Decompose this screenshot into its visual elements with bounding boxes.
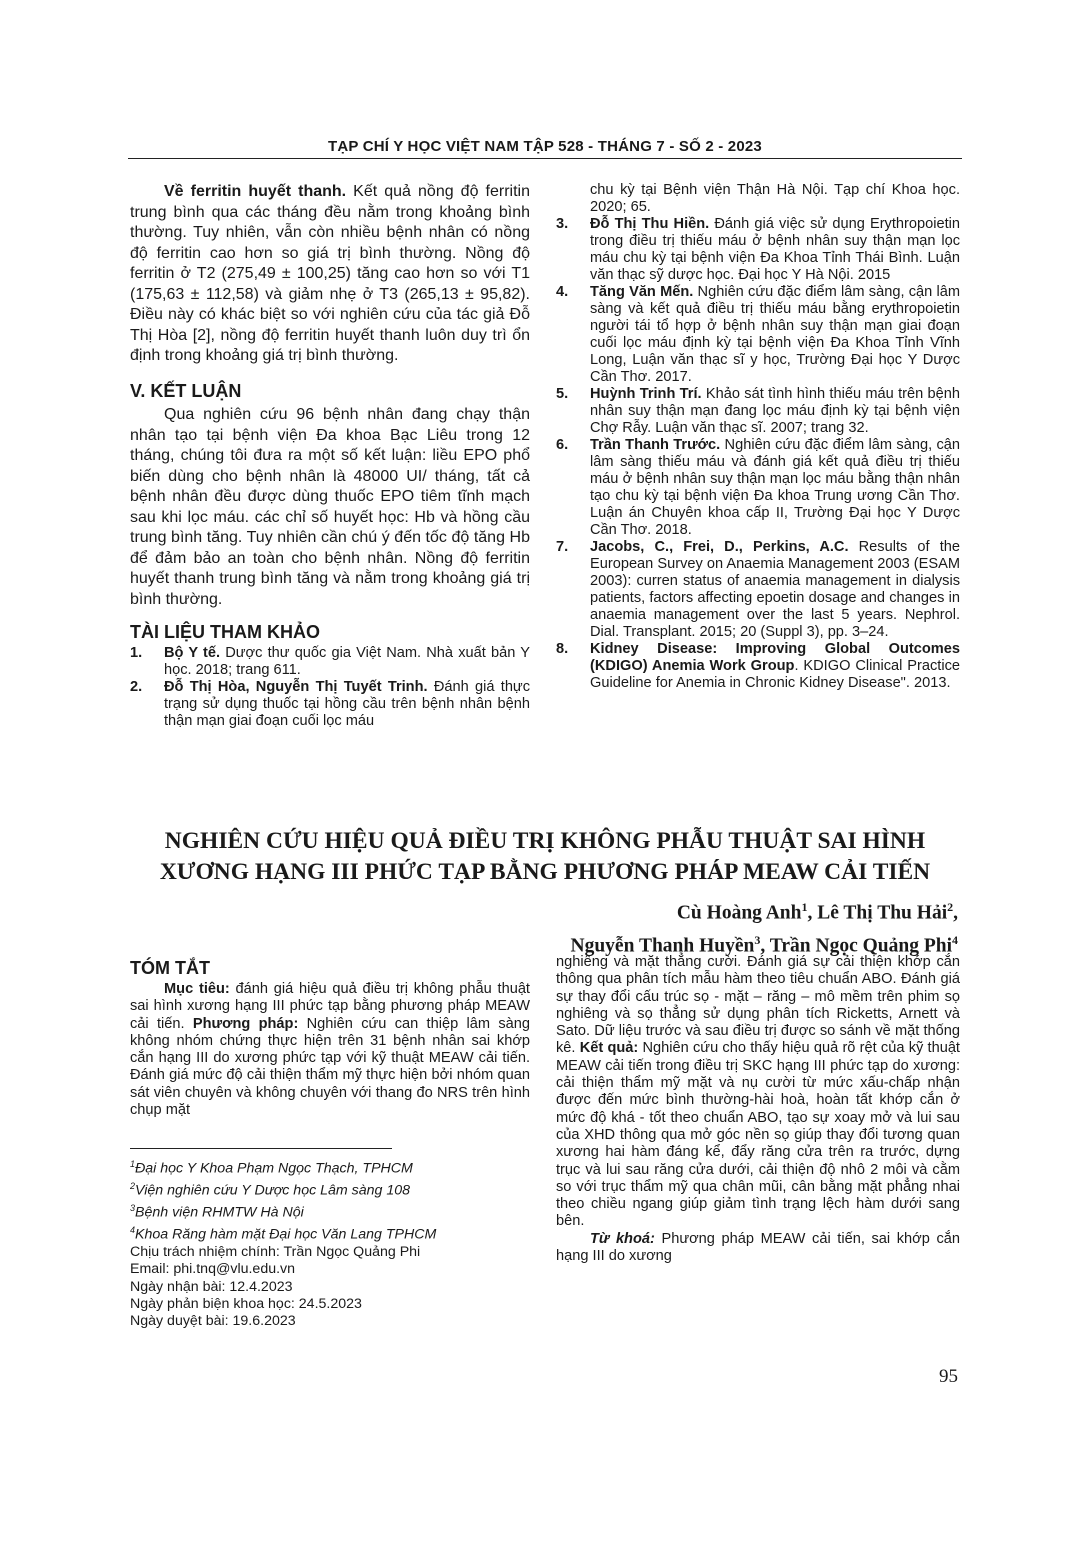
reference-text: . KDIGO Clinical Practice Guideline for Anemia in Chronic Kidney Disease". 2013. [590,658,960,691]
conclusion-text: Qua nghiên cứu 96 bệnh nhân đang chạy thận nhân tạo tại bệnh viện Đa khoa Bạc Liêu trong 12 tháng, chúng tôi đưa ra một số kết luận: liều EPO phổ biến dùng cho bệnh nhân là 48000 UI/ tháng, tất cả bệnh nhân đều được dùng thuốc EPO tiêm tĩnh mạch sau khi lọc máu. các chỉ số huyết học: Hb và hồng cầu trung bình tăng. Tuy nhiên cần chú ý đến tốc độ tăng Hb để đảm bảo an toàn cho bệnh nhân. Nồng độ ferritin huyết thanh trung bình tăng và nằm trong khoảng giá trị bình thường. [130,406,530,608]
reference-number: 6. [556,437,569,453]
affiliation-text: Khoa Răng hàm mặt Đại học Văn Lang TPHCM [135,1226,437,1243]
reference-item [556,539,960,641]
page-number: 95 [939,1366,958,1387]
author-affiliation-mark: 1 [801,900,808,914]
reference-author: Đỗ Thị Thu Hiền. [590,216,710,232]
article-title-line: NGHIÊN CỨU HIỆU QUẢ ĐIỀU TRỊ KHÔNG PHẪU THUẬT SAI HÌNH [164,828,926,854]
references-heading: TÀI LIỆU THAM KHẢO [130,622,320,642]
result-text: Nghiên cứu cho thấy hiệu quả rõ rệt của kỹ thuật MEAW cải tiến trong điều trị SKC hạng III phức tạp do xương: cải thiện thẩm mỹ mặt và nụ cười từ mức xấu-chấp nhận được đến mức bình thường-hài hoà, hoàn tất khớp cắn ở mức độ khá - tốt theo chuẩn ABO, tạo sự xoay mở và lui sau của XHD thông qua mở góc nền sọ giúp thay đổi tương quan xương hai hàm đáng kể, đẩy răng cửa trên ra trước, dựng trục và lui sau răng cửa dưới, cải thiện độ nhô 2 môi và cằm so với trục thẩm mỹ qua chân mũi, cân bằng mặt phẳng nhai theo chiều ngang giúp giảm tình trạng lệch hàm dưới sang bên. [556,1040,960,1230]
article-title-line: XƯƠNG HẠNG III PHỨC TẠP BẰNG PHƯƠNG PHÁP MEAW CẢI TIẾN [159,859,931,885]
reference-item [556,641,960,692]
ferritin-paragraph [130,182,530,367]
affiliation-mark: 1 [130,1159,136,1169]
reference-text: chu kỳ tại Bệnh viện Thận Hà Nội. Tạp chí Khoa học. 2020; 65. [590,182,960,215]
abstract-continued-text: nghiêng và mặt thẳng cười. Đánh giá sự cải thiện khớp cắn thông qua phân tích mẫu hàm theo tiêu chuẩn ABO. Đánh giá sự thay đổi cấu trúc sọ - mặt – răng – mô mềm trên phim sọ nghiêng và sọ thẳng sử dụng phân tích Ricketts, Arnett và Sato. Dữ liệu trước và sau điều trị được so sánh về mặt thống kê. [556,954,960,1057]
keywords-text: Phương pháp MEAW cải tiến, sai khớp cắn hạng III do xương [556,1230,960,1265]
author-line [571,894,959,927]
reference-number: 2. [130,678,143,695]
affiliation-text: Viện nghiên cứu Y Dược học Lâm sàng 108 [135,1182,411,1199]
reference-text: Đánh giá thực trạng sử dụng thuốc tại hồng cầu trên bệnh nhân bệnh thận mạn giai đoạn cuối lọc máu [164,678,530,729]
reference-text: Nghiên cứu đặc điểm lâm sàng, cận lâm sàng thiếu máu và đánh giá kết quả điều trị thiếu máu ở bệnh nhân suy thận mạn lọc máu bằng thận nhân tạo chu kỳ tại bệnh viện Đa khoa Trung ương Cần Thơ. Luận án Chuyên khoa cấp II, Trường Đại học Y Dược Cần Thơ. 2018. [590,437,960,538]
author-separator: , [953,902,958,924]
result-label: Kết quả: [579,1040,639,1057]
author-affiliation-mark: 3 [754,932,761,947]
abstract-paragraph [130,981,530,1119]
accepted-date: Ngày duyệt bài: 19.6.2023 [130,1313,296,1330]
affiliation-line [130,1178,530,1200]
method-text: Nghiên cứu can thiệp lâm sàng không nhóm chứng thực hiện trên 31 bệnh nhân sai khớp cắn hạng III do xương phức tạp với kỹ thuật MEAW cải tiến. Đánh giá mức độ cải thiện thẩm mỹ thực hiện bởi nhóm quan sát viên chuyên và không chuyên với thang đo NRS trên hình chụp mặt [130,1015,530,1119]
author-affiliation-mark: 4 [952,932,958,947]
reference-item [130,679,530,730]
reference-number: 3. [556,216,569,232]
ferritin-heading: Về ferritin huyết thanh. [164,183,347,200]
reference-item [556,284,960,386]
reviewed-date: Ngày phản biện khoa học: 24.5.2023 [130,1296,362,1313]
reference-item [130,645,530,679]
affiliation-text: Đại học Y Khoa Phạm Ngọc Thạch, TPHCM [135,1160,413,1177]
reference-author: Huỳnh Trinh Trí. [590,386,702,402]
email-line: Email: phi.tnq@vlu.edu.vn [130,1261,296,1278]
author-name: Nguyễn Thanh Huyền [570,935,755,956]
affiliation-line [130,1222,530,1244]
received-date: Ngày nhận bài: 12.4.2023 [130,1278,293,1295]
abstract-paragraph [556,954,960,1231]
corresponding-author: Chịu trách nhiệm chính: Trần Ngọc Quảng Phi [130,1244,421,1261]
keywords-label: Từ khoá: [590,1230,655,1247]
reference-author: Trần Thanh Trước. [590,437,721,453]
reference-text: Khảo sát tình hình thiếu máu trên bệnh nhân suy thận mạn đang lọc máu định kỳ tại bệnh viện Chợ Rẫy. Luận văn thạc sĩ. 2007; trang 32. [590,386,960,436]
reference-item [556,386,960,437]
affiliation-text: Bệnh viện RHMTW Hà Nội [135,1204,304,1221]
affiliation-mark: 2 [130,1181,136,1192]
reference-author: Đỗ Thị Hòa, Nguyễn Thị Tuyết Trinh. [164,678,428,695]
aim-text: đánh giá hiệu quả điều trị không phẫu thuật sai hình xương hạng III phức tạp bằng phương pháp MEAW cải tiến. [130,981,530,1032]
left-column [130,182,530,730]
abstract-left [130,958,530,1119]
affiliation-mark: 4 [130,1225,136,1236]
affiliation-line [130,1200,530,1222]
author-list [571,894,959,959]
author-name: Trần Ngọc Quảng Phi [769,935,952,956]
reference-number: 1. [130,644,143,661]
reference-text: Nghiên cứu đặc điểm lâm sàng, cận lâm sàng và kết quả điều trị thiếu máu bằng erythropoietin người tái tổ hợp ở bệnh nhân suy thận mạn giai đoạn cuối lọc máu định kỳ tại bệnh viện Đa Khoa Tỉnh Vĩnh Long, Luận văn thạc sĩ y học, Trường Đại học Y Dược Cần Thơ. 2017. [590,284,960,385]
affiliation-line [130,1156,530,1178]
footnote-rule [130,1148,392,1149]
author-affiliation-mark: 2 [947,900,954,914]
conclusion-heading: V. KẾT LUẬN [130,380,242,401]
reference-author: Tăng Văn Mến. [590,284,694,300]
reference-text: Đánh giá việc sử dụng Erythropoietin trong điều trị thiếu máu ở bệnh nhân suy thận mạn lọc máu chu kỳ tại bệnh viện Đa Khoa Tỉnh Thái Bình. Luận văn thạc sỹ dược học. Đại học Y Hà Nội. 2015 [590,216,960,283]
reference-item [556,216,960,284]
journal-header: TẠP CHÍ Y HỌC VIỆT NAM TẬP 528 - THÁNG 7 - SỐ 2 - 2023 [328,138,762,155]
reference-text: Dược thư quốc gia Việt Nam. Nhà xuất bản Y học. 2018; trang 611. [164,644,530,678]
method-label: Phương pháp: [192,1015,299,1032]
reference-number: 7. [556,539,569,555]
reference-author: Bộ Y tế. [164,644,221,661]
summary-heading: TÓM TẮT [130,958,210,978]
author-separator: , [807,902,818,924]
reference-author: Jacobs, C., Frei, D., Perkins, A.C. [590,539,849,555]
header-rule [128,158,962,159]
reference-continued [556,182,960,216]
article-title [130,826,960,888]
author-separator: , [760,935,770,956]
reference-number: 5. [556,386,569,402]
reference-number: 8. [556,641,569,657]
author-name: Cù Hoàng Anh [676,902,802,924]
reference-author: Kidney Disease: Improving Global Outcomes (KDIGO) Anemia Work Group [590,641,960,674]
keywords-paragraph [556,1231,960,1266]
right-column [556,182,960,692]
reference-number: 4. [556,284,569,300]
author-name: Lê Thị Thu Hải [817,902,948,924]
footnotes [130,1156,530,1331]
abstract-right [556,954,960,1265]
ferritin-text: Kết quả nồng độ ferritin trung bình qua các tháng đều nằm trong khoảng bình thường. Tuy nhiên, vẫn còn nhiều bệnh nhân có nồng độ ferritin cao hơn so giá trị bình thường. Nồng độ ferritin ở T2 (275,49 ± 100,25) tăng cao hơn so với T1 (175,63 ± 112,58) và giảm nhẹ ở T3 (265,13 ± 95,82). Điều này có khác biệt so với nghiên cứu của tác giả Đỗ Thị Hòa [2], nồng độ ferritin huyết thanh luôn duy trì ổn định trong khoảng giá trị bình thường. [130,183,530,364]
reference-item [556,437,960,539]
aim-label: Mục tiêu: [164,981,230,997]
reference-text: Results of the European Survey on Anaemia Management 2003 (ESAM 2003): curren status of anaemia management in dialysis patients, factors affecting epoetin dosage and changes in anaemia management over the last 5 years. Nephrol. Dial. Transplant. 2015; 20 (Suppl 3), pp. 3–24. [590,539,960,640]
affiliation-mark: 3 [130,1203,136,1214]
